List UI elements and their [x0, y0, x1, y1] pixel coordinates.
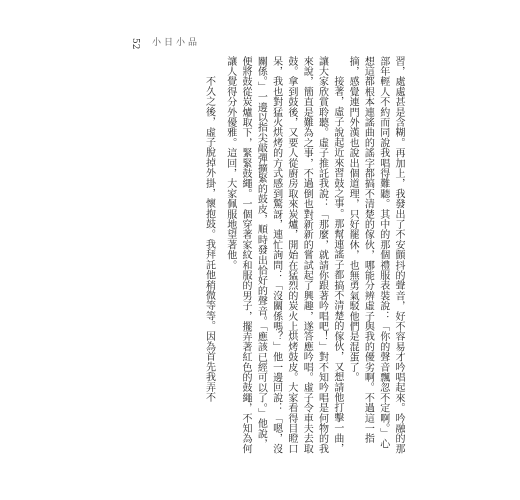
paragraph-2: 接著，虛子說起近來習鼓之事。那幫連謠子都搞不清楚的傢伙，又想請他打擊一曲，讓大家欣賞聆聽。虛子推託我說：「那麼，就請你跟著吟唱吧！」對不知吟唱是何物的我來說，簡直是難為之事，不過倒也對新新的嘗試起了興趣，遂答應吟唱。虛子令車夫去取鼓。拿到鼓後，又要人從廚房取來炭爐，開始在猛烈的炭火上烘烤鼓皮。大家看得目瞪口呆，我也對猛火烘烤的方式感到驚訝，連忙詢問：「沒關係嗎？」他一邊回說：「嗯，沒關係。」一邊以指尖敲彈擴緊的鼓皮，順時發出恰好的聲音。「應該已經可以了。」他說，便將鼓從炭爐取下，緊緊鼓繩。一個穿著家紋和服的男子，擺弄著紅色的鼓繩，不知為何讓人覺得分外優雅。這回，大家佩服地望著他。 — [224, 56, 343, 454]
running-title: 小日小品 — [152, 38, 201, 48]
paragraph-3: 不久之後，虛子脫掉外掛，懷抱鼓。我拜託他稍微等等。因為首先我弄不 — [203, 76, 215, 403]
page-number: 52 — [130, 38, 140, 50]
paragraph-1: 習，處處甚是含糊。再加上，我發出了不安顫抖的聲音，好不容易才吟唱起來。吟融的那部年輕人不約而同說我唱得難聽。其中的那個禮服表裝說：「你的聲音飄忽不定啊。」心想這都根本連謠曲的謠字都搞不清楚的傢伙，哪能分辨虛子與我的優劣啊。不過這一指摘，感覺連門外漢也說出個道理，只好罷休，也無勇氣駁他們是混蛋了。 — [347, 56, 404, 454]
vertical-body-text — [118, 56, 406, 456]
